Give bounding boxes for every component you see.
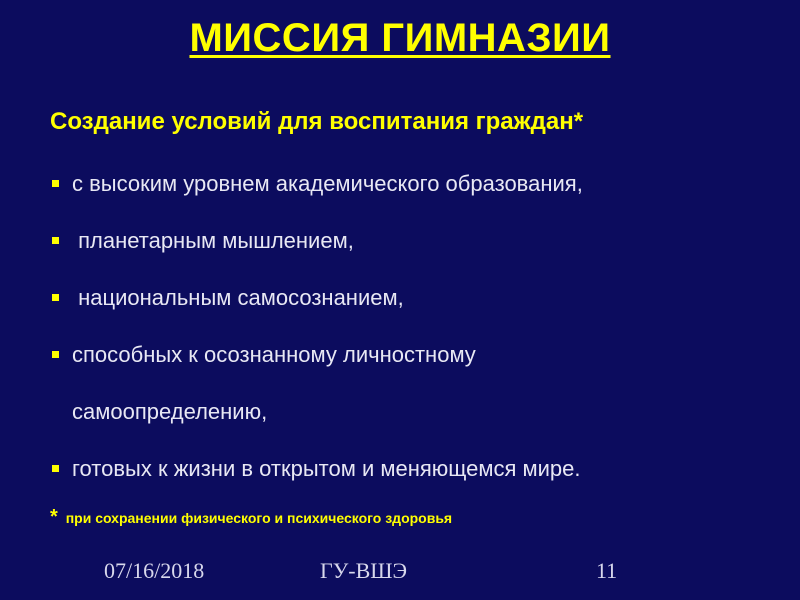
bullet-text: готовых к жизни в открытом и меняющемся мире. [72,456,581,481]
footnote-text: при сохранении физического и психического здоровья [65,510,453,526]
square-bullet-icon [52,351,59,358]
bullet-text: планетарным мышлением, [72,228,354,253]
bullet-text: способных к осознанному личностному [72,342,476,367]
square-bullet-icon [52,237,59,244]
footer-organization: ГУ-ВШЭ [320,558,408,583]
footer-date: 07/16/2018 [104,558,205,583]
slide-subtitle: Создание условий для воспитания граждан* [50,108,584,135]
bullet-item [52,455,772,483]
bullet-text: самоопределению, [72,399,268,424]
footer-page-number: 11 [596,558,618,583]
bullet-text: с высоким уровнем академического образования, [72,171,583,196]
bullet-text: национальным самосознанием, [72,285,404,310]
square-bullet-icon [52,294,59,301]
footnote [50,506,452,529]
square-bullet-icon [52,180,59,187]
bullet-item [52,284,772,312]
bullet-item [52,227,772,255]
bullet-item [52,341,772,369]
bullet-list [52,170,772,512]
bullet-item [52,170,772,198]
footnote-star: * [50,506,58,528]
square-bullet-icon [52,465,59,472]
slide-title: МИССИЯ ГИМНАЗИИ [189,16,611,60]
bullet-item-continuation [52,398,772,426]
